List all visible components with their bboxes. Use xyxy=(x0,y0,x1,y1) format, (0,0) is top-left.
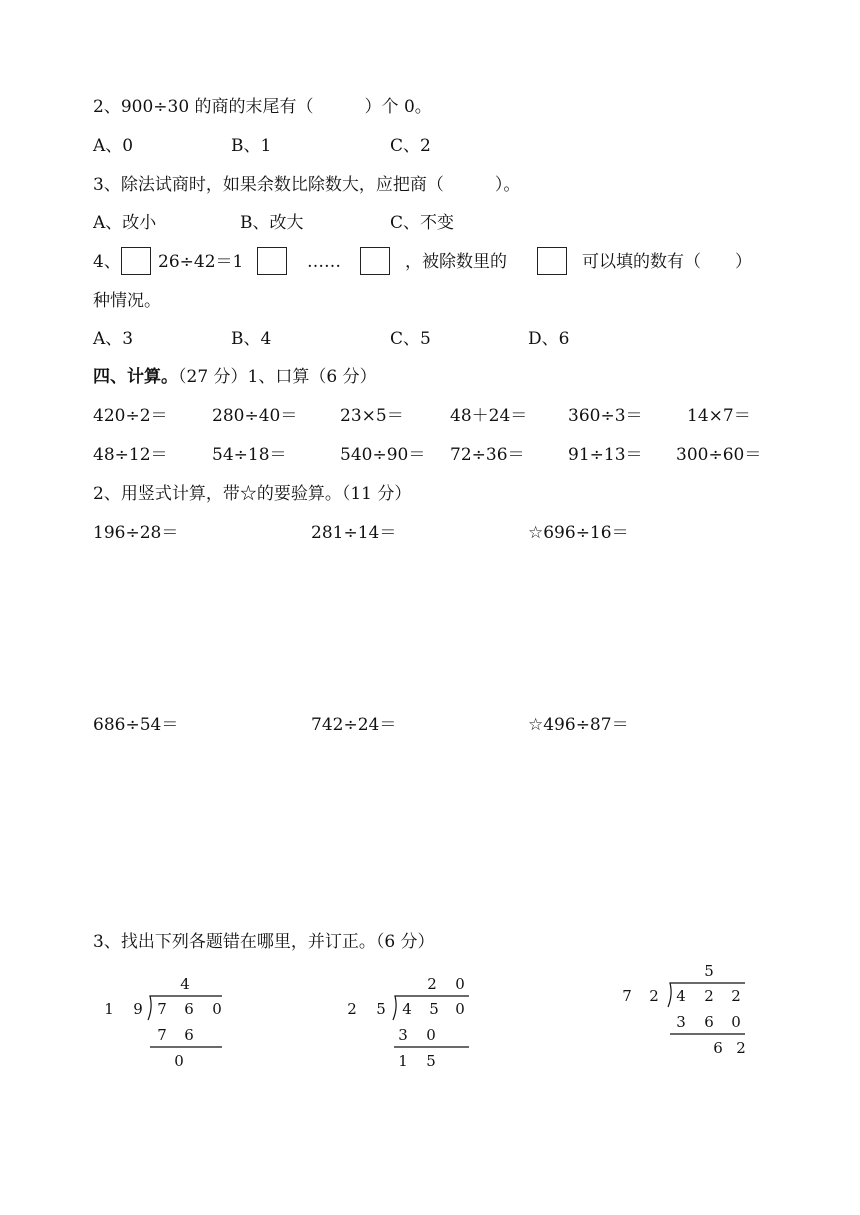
q4-option-d: D、6 xyxy=(528,329,570,349)
remainder-digit: 5 xyxy=(426,1052,436,1070)
dividend-digit: 0 xyxy=(212,1000,222,1018)
divisor-digit: 9 xyxy=(133,1000,143,1018)
quotient-digit: 0 xyxy=(455,975,465,993)
product-digit: 6 xyxy=(704,1013,714,1031)
oral-item: 300÷60＝ xyxy=(676,445,762,465)
q2-option-b: B、1 xyxy=(231,136,272,156)
q4-option-c: C、5 xyxy=(390,329,431,349)
remainder-digit: 0 xyxy=(174,1052,184,1070)
oral-item: 280÷40＝ xyxy=(212,406,298,426)
oral-item: 360÷3＝ xyxy=(568,406,643,426)
q4-option-a: A、3 xyxy=(93,329,134,349)
quotient-digit: 5 xyxy=(704,962,714,980)
vertical-item: 281÷14＝ xyxy=(311,523,397,543)
q2-stem: 2、900÷30 的商的末尾有（ ）个 0。 xyxy=(93,97,432,117)
vertical-title: 2、用竖式计算，带☆的要验算。（11 分） xyxy=(93,484,412,504)
q4-text: ，被除数里的 xyxy=(405,252,507,272)
dividend-digit: 2 xyxy=(731,987,741,1005)
section-subtitle: （27 分）1、口算（6 分） xyxy=(178,367,377,387)
remainder-digit: 1 xyxy=(398,1052,408,1070)
q2-option-a: A、0 xyxy=(93,136,134,156)
dividend-digit: 2 xyxy=(704,987,714,1005)
vertical-item: ☆496÷87＝ xyxy=(528,715,629,735)
dividend-digit: 6 xyxy=(184,1000,194,1018)
correct-title: 3、找出下列各题错在哪里，并订正。（6 分） xyxy=(93,932,435,952)
q3-option-a: A、改小 xyxy=(93,213,157,233)
dividend-digit: 0 xyxy=(455,1000,465,1018)
vertical-item: 686÷54＝ xyxy=(93,715,179,735)
remainder-digit: 2 xyxy=(736,1039,746,1057)
q4-line2: 种情况。 xyxy=(93,291,161,311)
oral-item: 72÷36＝ xyxy=(450,445,525,465)
q3-option-b: B、改大 xyxy=(240,213,304,233)
remainder-digit: 6 xyxy=(713,1039,723,1057)
dividend-digit: 7 xyxy=(157,1000,167,1018)
quotient-digit: 4 xyxy=(180,975,190,993)
q4-text-end: 可以填的数有（ ） xyxy=(582,252,752,272)
oral-item: 48÷12＝ xyxy=(93,445,168,465)
product-digit: 3 xyxy=(676,1013,686,1031)
q4-dots: …… xyxy=(307,252,341,272)
q2-option-c: C、2 xyxy=(390,136,431,156)
division-bracket xyxy=(148,996,222,1020)
vertical-item: 196÷28＝ xyxy=(93,523,179,543)
oral-item: 14×7＝ xyxy=(687,406,751,426)
product-digit: 7 xyxy=(157,1026,167,1044)
oral-item: 540÷90＝ xyxy=(340,445,426,465)
division-bracket xyxy=(393,996,469,1020)
q3-option-c: C、不变 xyxy=(390,213,455,233)
dividend-digit: 4 xyxy=(402,1000,412,1018)
divisor-digit: 2 xyxy=(347,1000,357,1018)
oral-item: 91÷13＝ xyxy=(568,445,643,465)
product-digit: 3 xyxy=(398,1026,408,1044)
dividend-digit: 4 xyxy=(676,987,686,1005)
q4-expression: 26÷42＝1 xyxy=(158,252,244,272)
oral-item: 54÷18＝ xyxy=(212,445,287,465)
oral-item: 420÷2＝ xyxy=(93,406,168,426)
product-digit: 0 xyxy=(731,1013,741,1031)
divisor-digit: 5 xyxy=(376,1000,386,1018)
vertical-item: ☆696÷16＝ xyxy=(528,523,629,543)
q4-number: 4、 xyxy=(93,252,121,272)
oral-item: 48＋24＝ xyxy=(450,406,528,426)
vertical-item: 742÷24＝ xyxy=(311,715,397,735)
q4-option-b: B、4 xyxy=(231,329,272,349)
divisor-digit: 2 xyxy=(649,987,659,1005)
product-digit: 6 xyxy=(184,1026,194,1044)
section-title: 四、计算。 xyxy=(93,367,178,387)
divisor-digit: 7 xyxy=(622,987,632,1005)
oral-item: 23×5＝ xyxy=(340,406,404,426)
divisor-digit: 1 xyxy=(104,1000,114,1018)
dividend-digit: 5 xyxy=(429,1000,439,1018)
product-digit: 0 xyxy=(426,1026,436,1044)
division-bracket xyxy=(668,983,745,1007)
q3-stem: 3、除法试商时，如果余数比除数大，应把商（ ）。 xyxy=(93,175,521,195)
quotient-digit: 2 xyxy=(427,975,437,993)
